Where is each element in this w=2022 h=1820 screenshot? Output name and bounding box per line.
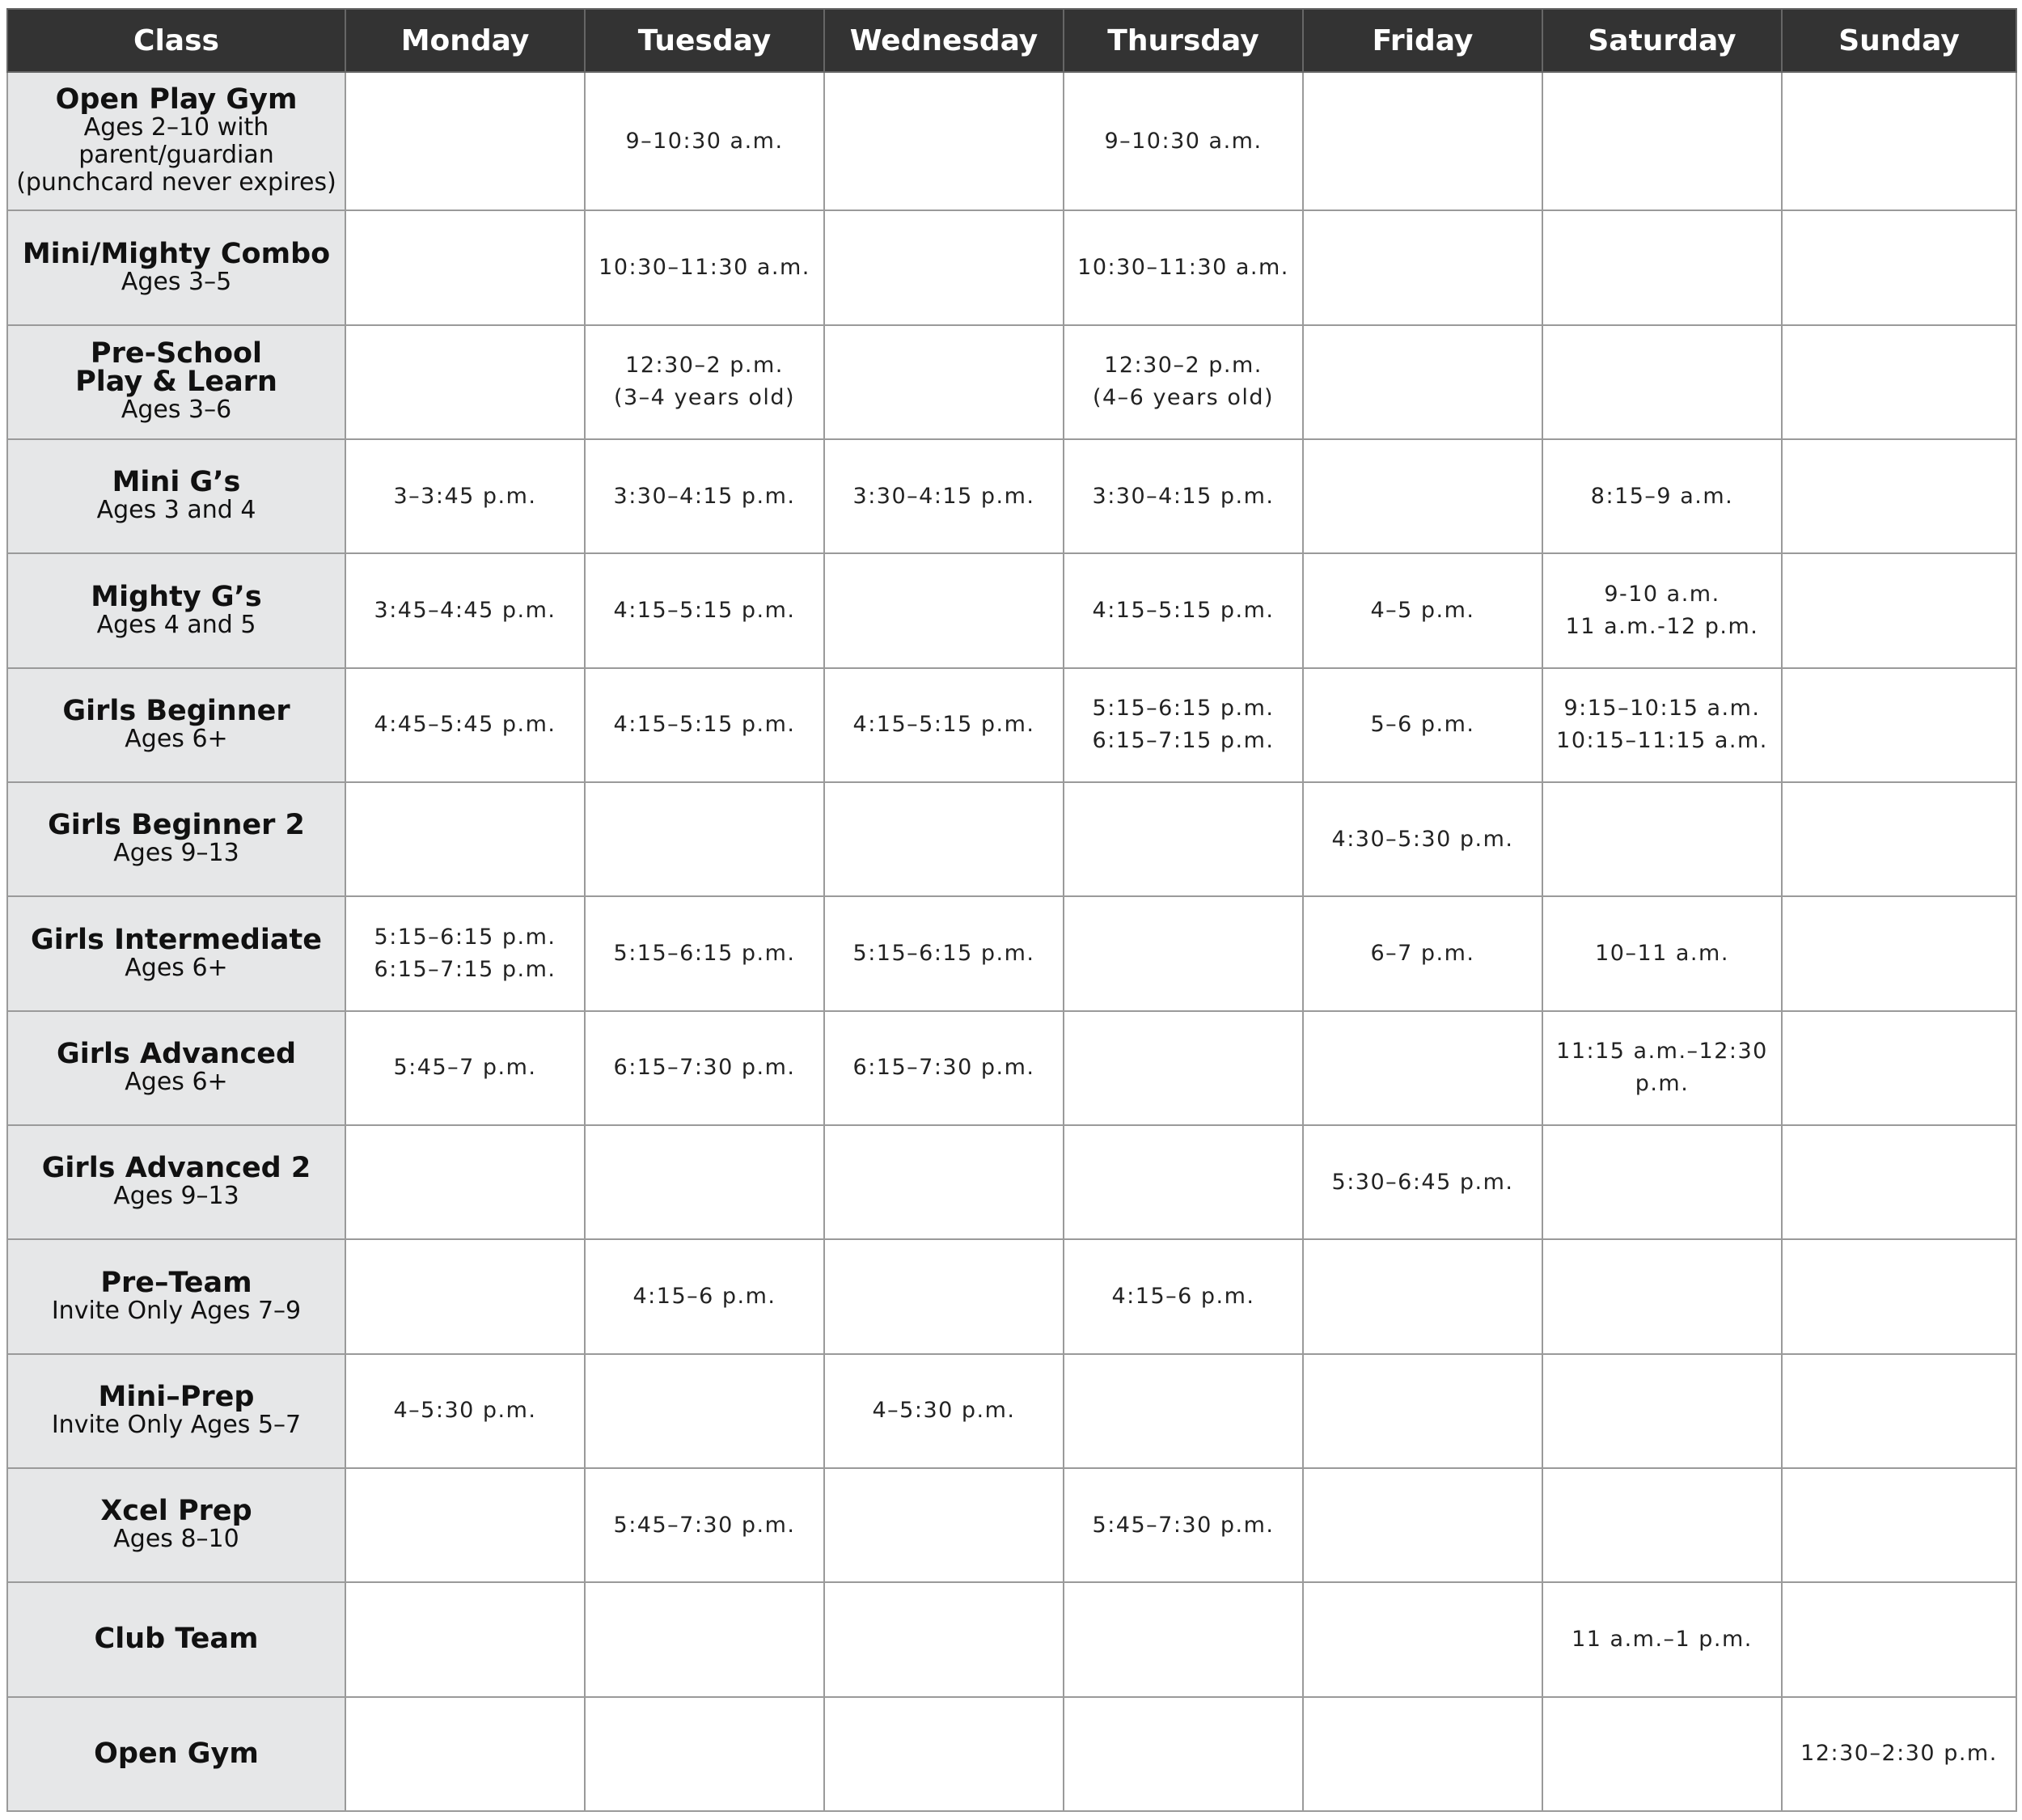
time-cell-wednesday xyxy=(824,1239,1064,1353)
class-name: Mini–Prep xyxy=(98,1380,255,1413)
time-cell-monday xyxy=(345,782,585,896)
time-cell-saturday xyxy=(1542,72,1782,210)
class-age-range: Ages 3–6 xyxy=(121,396,232,425)
time-cell-friday xyxy=(1303,325,1542,439)
table-row xyxy=(7,210,2016,324)
time-cell-monday xyxy=(345,1468,585,1582)
class-cell xyxy=(7,896,345,1010)
class-name: Girls Intermediate xyxy=(30,923,322,956)
class-age-range: Ages 4 and 5 xyxy=(96,610,256,639)
table-row xyxy=(7,1582,2016,1696)
time-cell-sunday xyxy=(1782,1239,2016,1353)
table-row xyxy=(7,782,2016,896)
time-cell-wednesday xyxy=(824,1125,1064,1239)
class-name: Mini G’s xyxy=(112,466,241,499)
time-cell-tuesday: 5:15–6:15 p.m. xyxy=(585,896,824,1010)
time-cell-thursday: 10:30–11:30 a.m. xyxy=(1064,210,1303,324)
time-cell-monday: 4:45–5:45 p.m. xyxy=(345,668,585,782)
table-row xyxy=(7,325,2016,439)
time-cell-saturday xyxy=(1542,1468,1782,1582)
time-cell-saturday xyxy=(1542,782,1782,896)
class-name: Club Team xyxy=(94,1623,259,1656)
time-cell-thursday: 5:15–6:15 p.m. 6:15–7:15 p.m. xyxy=(1064,668,1303,782)
class-cell xyxy=(7,1582,345,1696)
time-cell-friday: 6–7 p.m. xyxy=(1303,896,1542,1010)
time-cell-saturday xyxy=(1542,325,1782,439)
time-cell-wednesday xyxy=(824,782,1064,896)
time-cell-wednesday xyxy=(824,1697,1064,1811)
time-cell-thursday: 5:45–7:30 p.m. xyxy=(1064,1468,1303,1582)
time-cell-saturday xyxy=(1542,210,1782,324)
header-tuesday: Tuesday xyxy=(585,9,824,72)
time-cell-tuesday: 5:45–7:30 p.m. xyxy=(585,1468,824,1582)
time-cell-sunday xyxy=(1782,72,2016,210)
time-cell-monday: 5:45–7 p.m. xyxy=(345,1011,585,1125)
time-cell-friday xyxy=(1303,1697,1542,1811)
schedule-header xyxy=(7,9,2016,72)
table-row xyxy=(7,1697,2016,1811)
time-cell-wednesday: 4:15–5:15 p.m. xyxy=(824,668,1064,782)
class-age-range: Ages 9–13 xyxy=(113,839,239,868)
class-name: Mini/Mighty Combo xyxy=(22,237,331,270)
time-cell-wednesday xyxy=(824,1468,1064,1582)
header-sunday: Sunday xyxy=(1782,9,2016,72)
time-cell-friday: 5:30–6:45 p.m. xyxy=(1303,1125,1542,1239)
time-cell-sunday xyxy=(1782,1125,2016,1239)
class-age-range: Ages 6+ xyxy=(125,1067,228,1096)
time-cell-monday: 4–5:30 p.m. xyxy=(345,1354,585,1468)
header-saturday: Saturday xyxy=(1542,9,1782,72)
time-cell-tuesday: 3:30–4:15 p.m. xyxy=(585,439,824,553)
class-name: Open Gym xyxy=(94,1737,259,1770)
class-cell xyxy=(7,1011,345,1125)
time-cell-monday: 5:15–6:15 p.m. 6:15–7:15 p.m. xyxy=(345,896,585,1010)
time-cell-saturday: 9-10 a.m. 11 a.m.-12 p.m. xyxy=(1542,553,1782,667)
time-cell-saturday: 9:15–10:15 a.m. 10:15–11:15 a.m. xyxy=(1542,668,1782,782)
time-cell-wednesday: 3:30–4:15 p.m. xyxy=(824,439,1064,553)
time-cell-friday xyxy=(1303,72,1542,210)
time-cell-saturday xyxy=(1542,1697,1782,1811)
time-cell-friday: 5–6 p.m. xyxy=(1303,668,1542,782)
time-cell-thursday xyxy=(1064,1354,1303,1468)
class-cell xyxy=(7,1125,345,1239)
time-cell-monday xyxy=(345,325,585,439)
header-wednesday: Wednesday xyxy=(824,9,1064,72)
class-age-range: Ages 6+ xyxy=(125,724,228,753)
time-cell-tuesday: 12:30–2 p.m. (3–4 years old) xyxy=(585,325,824,439)
class-age-range: Invite Only Ages 5–7 xyxy=(51,1410,302,1439)
time-cell-tuesday: 10:30–11:30 a.m. xyxy=(585,210,824,324)
time-cell-friday xyxy=(1303,1582,1542,1696)
time-cell-sunday xyxy=(1782,1468,2016,1582)
time-cell-tuesday: 9–10:30 a.m. xyxy=(585,72,824,210)
class-cell xyxy=(7,325,345,439)
class-name: Girls Advanced 2 xyxy=(41,1152,311,1185)
time-cell-thursday: 9–10:30 a.m. xyxy=(1064,72,1303,210)
time-cell-thursday xyxy=(1064,782,1303,896)
time-cell-tuesday: 4:15–6 p.m. xyxy=(585,1239,824,1353)
time-cell-friday xyxy=(1303,439,1542,553)
class-cell xyxy=(7,1354,345,1468)
time-cell-sunday xyxy=(1782,1011,2016,1125)
time-cell-saturday xyxy=(1542,1354,1782,1468)
time-cell-thursday xyxy=(1064,1697,1303,1811)
time-cell-saturday: 10–11 a.m. xyxy=(1542,896,1782,1010)
time-cell-tuesday xyxy=(585,1697,824,1811)
time-cell-sunday xyxy=(1782,896,2016,1010)
time-cell-sunday xyxy=(1782,1354,2016,1468)
time-cell-monday: 3–3:45 p.m. xyxy=(345,439,585,553)
time-cell-sunday xyxy=(1782,1582,2016,1696)
header-thursday: Thursday xyxy=(1064,9,1303,72)
time-cell-thursday: 4:15–5:15 p.m. xyxy=(1064,553,1303,667)
time-cell-tuesday xyxy=(585,782,824,896)
class-age-range: Ages 8–10 xyxy=(113,1525,239,1554)
class-cell xyxy=(7,553,345,667)
time-cell-tuesday: 4:15–5:15 p.m. xyxy=(585,668,824,782)
time-cell-monday xyxy=(345,210,585,324)
time-cell-saturday: 11:15 a.m.–12:30 p.m. xyxy=(1542,1011,1782,1125)
time-cell-thursday xyxy=(1064,1582,1303,1696)
class-name: Pre-School Play & Learn xyxy=(75,337,277,399)
class-name: Girls Beginner xyxy=(62,694,290,727)
class-cell xyxy=(7,72,345,210)
schedule-body xyxy=(7,72,2016,1811)
table-row xyxy=(7,1125,2016,1239)
time-cell-wednesday xyxy=(824,210,1064,324)
time-cell-tuesday xyxy=(585,1354,824,1468)
time-cell-sunday xyxy=(1782,325,2016,439)
class-name: Open Play Gym xyxy=(55,83,298,116)
class-cell xyxy=(7,1697,345,1811)
class-name: Xcel Prep xyxy=(100,1495,252,1528)
time-cell-friday xyxy=(1303,1011,1542,1125)
time-cell-monday xyxy=(345,1697,585,1811)
class-cell xyxy=(7,668,345,782)
time-cell-friday xyxy=(1303,210,1542,324)
table-row xyxy=(7,668,2016,782)
table-row xyxy=(7,1354,2016,1468)
time-cell-friday xyxy=(1303,1239,1542,1353)
class-name: Girls Advanced xyxy=(56,1037,297,1070)
time-cell-wednesday: 5:15–6:15 p.m. xyxy=(824,896,1064,1010)
time-cell-thursday: 4:15–6 p.m. xyxy=(1064,1239,1303,1353)
header-monday: Monday xyxy=(345,9,585,72)
table-row xyxy=(7,896,2016,1010)
time-cell-monday xyxy=(345,1125,585,1239)
time-cell-sunday xyxy=(1782,782,2016,896)
time-cell-monday xyxy=(345,72,585,210)
time-cell-saturday: 11 a.m.–1 p.m. xyxy=(1542,1582,1782,1696)
class-age-range: Ages 9–13 xyxy=(113,1182,239,1211)
class-age-range: Ages 6+ xyxy=(125,953,228,982)
time-cell-thursday xyxy=(1064,896,1303,1010)
time-cell-monday xyxy=(345,1239,585,1353)
time-cell-monday xyxy=(345,1582,585,1696)
time-cell-thursday xyxy=(1064,1011,1303,1125)
time-cell-sunday xyxy=(1782,210,2016,324)
time-cell-friday xyxy=(1303,1468,1542,1582)
class-age-range: Ages 2–10 with parent/guardian (punchcard never expires) xyxy=(16,113,336,197)
time-cell-tuesday: 4:15–5:15 p.m. xyxy=(585,553,824,667)
class-age-range: Ages 3 and 4 xyxy=(96,496,256,525)
time-cell-tuesday: 6:15–7:30 p.m. xyxy=(585,1011,824,1125)
class-cell xyxy=(7,1239,345,1353)
class-cell xyxy=(7,439,345,553)
time-cell-thursday: 3:30–4:15 p.m. xyxy=(1064,439,1303,553)
table-row xyxy=(7,1239,2016,1353)
time-cell-wednesday xyxy=(824,553,1064,667)
table-row xyxy=(7,72,2016,210)
class-name: Pre–Team xyxy=(100,1266,252,1299)
time-cell-sunday xyxy=(1782,553,2016,667)
header-friday: Friday xyxy=(1303,9,1542,72)
class-cell xyxy=(7,782,345,896)
class-cell xyxy=(7,210,345,324)
table-row xyxy=(7,1011,2016,1125)
time-cell-thursday xyxy=(1064,1125,1303,1239)
time-cell-friday: 4–5 p.m. xyxy=(1303,553,1542,667)
time-cell-wednesday: 6:15–7:30 p.m. xyxy=(824,1011,1064,1125)
class-age-range: Invite Only Ages 7–9 xyxy=(51,1296,302,1325)
time-cell-tuesday xyxy=(585,1582,824,1696)
time-cell-wednesday: 4–5:30 p.m. xyxy=(824,1354,1064,1468)
time-cell-wednesday xyxy=(824,72,1064,210)
class-name: Girls Beginner 2 xyxy=(48,809,305,842)
class-age-range: Ages 3–5 xyxy=(121,267,232,296)
table-row xyxy=(7,439,2016,553)
time-cell-saturday xyxy=(1542,1125,1782,1239)
time-cell-sunday: 12:30–2:30 p.m. xyxy=(1782,1697,2016,1811)
time-cell-sunday xyxy=(1782,439,2016,553)
time-cell-thursday: 12:30–2 p.m. (4–6 years old) xyxy=(1064,325,1303,439)
time-cell-tuesday xyxy=(585,1125,824,1239)
table-row xyxy=(7,553,2016,667)
time-cell-wednesday xyxy=(824,325,1064,439)
time-cell-sunday xyxy=(1782,668,2016,782)
time-cell-saturday xyxy=(1542,1239,1782,1353)
time-cell-friday: 4:30–5:30 p.m. xyxy=(1303,782,1542,896)
class-cell xyxy=(7,1468,345,1582)
class-name: Mighty G’s xyxy=(91,580,262,613)
time-cell-friday xyxy=(1303,1354,1542,1468)
time-cell-wednesday xyxy=(824,1582,1064,1696)
time-cell-monday: 3:45–4:45 p.m. xyxy=(345,553,585,667)
time-cell-saturday: 8:15–9 a.m. xyxy=(1542,439,1782,553)
header-row xyxy=(7,9,2016,72)
class-schedule-table xyxy=(6,8,2017,1812)
table-row xyxy=(7,1468,2016,1582)
header-class: Class xyxy=(7,9,345,72)
